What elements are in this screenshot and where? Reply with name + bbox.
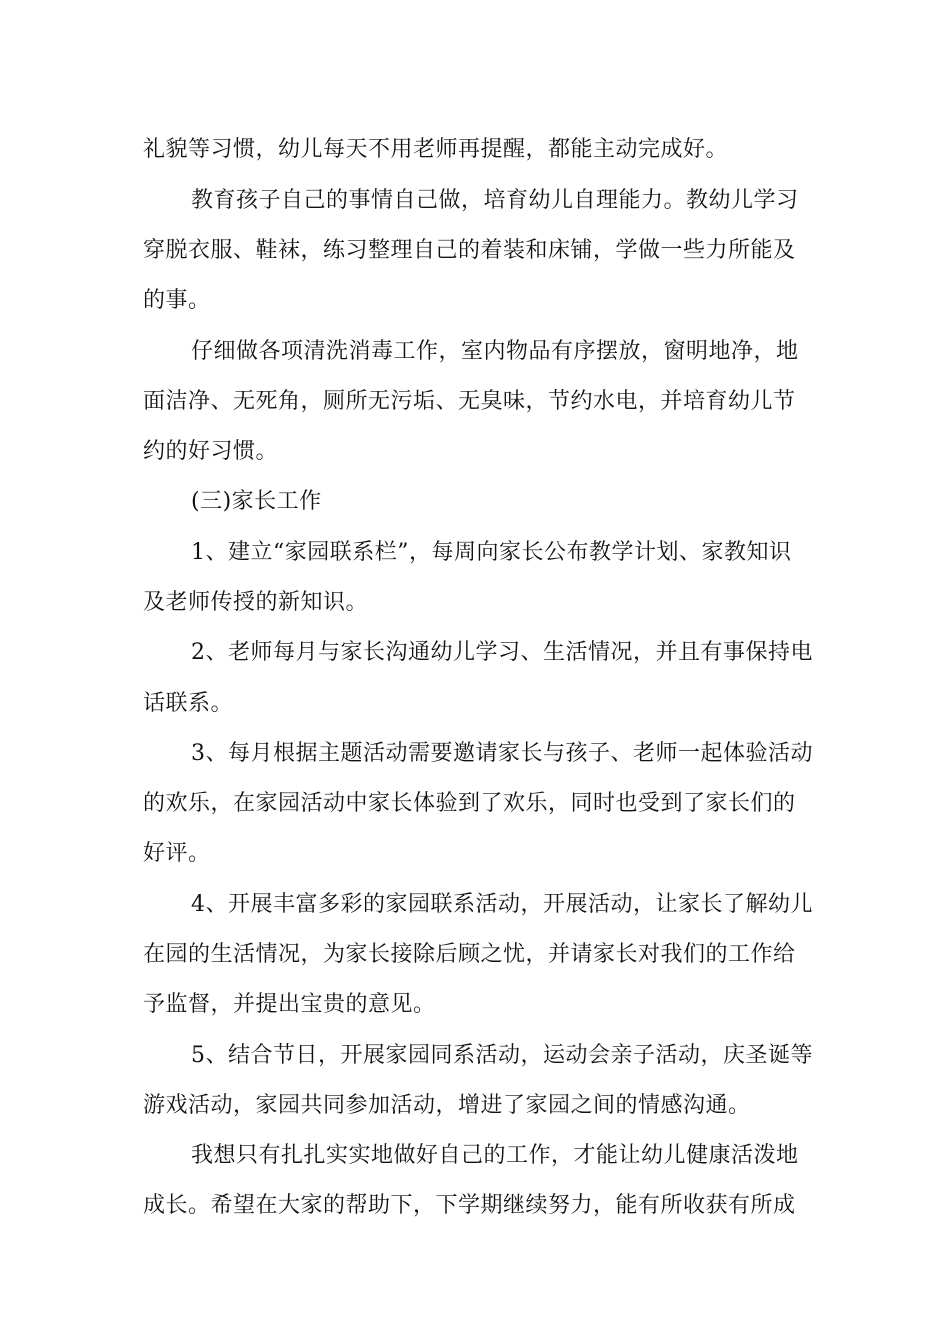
text-line: 的欢乐，在家园活动中家长体验到了欢乐，同时也受到了家长们的 (143, 791, 796, 816)
text-line: 约的好习惯。 (143, 439, 279, 464)
text-line: 我想只有扎扎实实地做好自己的工作，才能让幼儿健康活泼地 (191, 1143, 799, 1168)
text-line: 穿脱衣服、鞋袜，练习整理自己的着装和床铺，学做一些力所能及 (143, 238, 796, 263)
text-line: 成长。希望在大家的帮助下，下学期继续努力，能有所收获有所成 (143, 1193, 796, 1218)
text-line: 3、每月根据主题活动需要邀请家长与孩子、老师一起体验活动 (191, 741, 813, 766)
text-line: 4、开展丰富多彩的家园联系活动，开展活动，让家长了解幼儿 (191, 892, 813, 917)
text-line: 5、结合节日，开展家园同系活动，运动会亲子活动，庆圣诞等 (191, 1043, 813, 1068)
text-line: 面洁净、无死角，厕所无污垢、无臭味，节约水电，并培育幼儿节 (143, 389, 796, 414)
text-line: 好评。 (143, 841, 211, 866)
text-line: 1、建立“家园联系栏”，每周向家长公布教学计划、家教知识 (191, 540, 792, 565)
text-line: 礼貌等习惯，幼儿每天不用老师再提醒，都能主动完成好。 (143, 137, 729, 162)
text-line: 2、老师每月与家长沟通幼儿学习、生活情况，并且有事保持电 (191, 640, 813, 665)
text-line: 的事。 (143, 288, 211, 313)
text-line: 教育孩子自己的事情自己做，培育幼儿自理能力。教幼儿学习 (191, 188, 799, 213)
text-line: 游戏活动，家园共同参加活动，增进了家园之间的情感沟通。 (143, 1093, 751, 1118)
text-line: 仔细做各项清洗消毒工作，室内物品有序摆放，窗明地净，地 (191, 339, 799, 364)
text-line: 予监督，并提出宝贵的意见。 (143, 992, 436, 1017)
text-line: 及老师传授的新知识。 (143, 590, 369, 615)
text-line: 在园的生活情况，为家长接除后顾之忧，并请家长对我们的工作给 (143, 942, 796, 967)
text-line: 话联系。 (143, 691, 234, 716)
section-heading: (三)家长工作 (191, 489, 322, 514)
